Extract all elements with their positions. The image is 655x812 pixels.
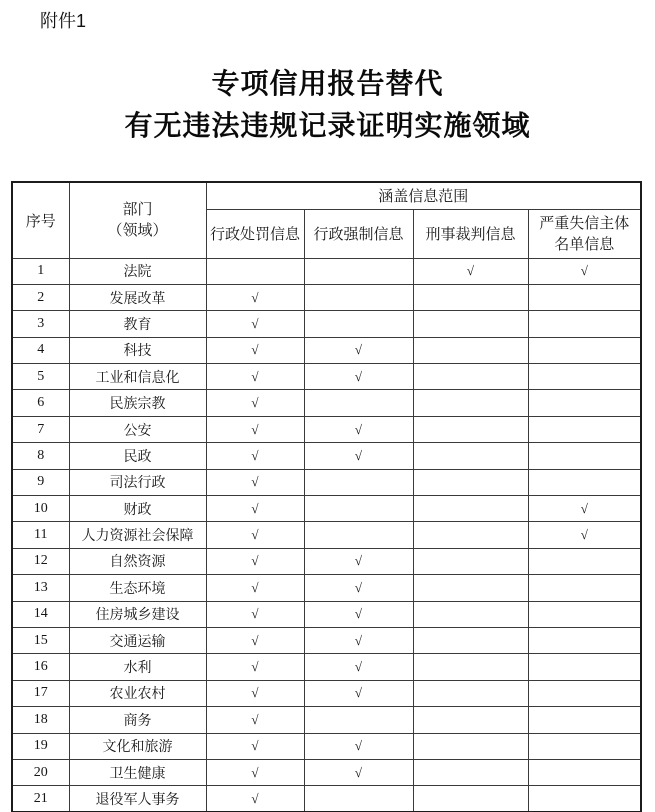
cell-check-criminal-judgment <box>413 469 528 495</box>
cell-check-admin-penalty: √ <box>206 284 304 310</box>
cell-check-dishonesty-list: √ <box>528 496 641 522</box>
table-row <box>12 575 641 601</box>
cell-department: 教育 <box>69 311 206 337</box>
cell-department: 生态环境 <box>69 575 206 601</box>
header-department-line2: （领域） <box>107 222 168 240</box>
cell-check-dishonesty-list: √ <box>528 522 641 548</box>
cell-check-admin-penalty: √ <box>206 627 304 653</box>
cell-department: 农业农村 <box>69 680 206 706</box>
cell-department: 水利 <box>69 654 206 680</box>
cell-department: 工业和信息化 <box>69 364 206 390</box>
cell-check-admin-penalty <box>206 258 304 284</box>
cell-check-admin-penalty: √ <box>206 311 304 337</box>
cell-check-admin-penalty: √ <box>206 680 304 706</box>
cell-check-criminal-judgment <box>413 733 528 759</box>
cell-department: 公安 <box>69 416 206 442</box>
cell-check-dishonesty-list <box>528 575 641 601</box>
cell-check-admin-enforcement: √ <box>304 443 413 469</box>
header-department-line1: 部门 <box>122 201 153 219</box>
cell-check-dishonesty-list <box>528 654 641 680</box>
cell-check-admin-penalty: √ <box>206 522 304 548</box>
cell-serial-number: 10 <box>12 496 69 522</box>
cell-department: 法院 <box>69 258 206 284</box>
cell-department: 财政 <box>69 496 206 522</box>
cell-check-criminal-judgment <box>413 416 528 442</box>
cell-check-admin-enforcement: √ <box>304 680 413 706</box>
cell-department: 商务 <box>69 707 206 733</box>
cell-check-admin-enforcement <box>304 390 413 416</box>
cell-serial-number: 6 <box>12 390 69 416</box>
cell-check-criminal-judgment <box>413 443 528 469</box>
cell-check-dishonesty-list <box>528 601 641 627</box>
cell-check-criminal-judgment <box>413 548 528 574</box>
cell-check-dishonesty-list <box>528 284 641 310</box>
table-row <box>12 364 641 390</box>
cell-check-admin-enforcement: √ <box>304 601 413 627</box>
cell-check-admin-enforcement <box>304 786 413 812</box>
document-title <box>0 64 655 148</box>
cell-check-criminal-judgment <box>413 654 528 680</box>
table-row <box>12 759 641 785</box>
cell-department: 退役军人事务 <box>69 786 206 812</box>
table-row <box>12 496 641 522</box>
header-admin-penalty: 行政处罚信息 <box>206 209 304 258</box>
cell-department: 司法行政 <box>69 469 206 495</box>
cell-check-criminal-judgment <box>413 680 528 706</box>
cell-check-admin-enforcement: √ <box>304 364 413 390</box>
cell-check-dishonesty-list <box>528 786 641 812</box>
table-row <box>12 522 641 548</box>
cell-department: 民族宗教 <box>69 390 206 416</box>
cell-department: 文化和旅游 <box>69 733 206 759</box>
cell-serial-number: 5 <box>12 364 69 390</box>
cell-check-admin-penalty: √ <box>206 733 304 759</box>
cell-serial-number: 8 <box>12 443 69 469</box>
cell-department: 民政 <box>69 443 206 469</box>
table-row <box>12 337 641 363</box>
cell-check-admin-penalty: √ <box>206 786 304 812</box>
cell-check-criminal-judgment <box>413 522 528 548</box>
cell-check-admin-enforcement: √ <box>304 548 413 574</box>
cell-check-admin-enforcement: √ <box>304 733 413 759</box>
cell-check-admin-penalty: √ <box>206 654 304 680</box>
table-row <box>12 284 641 310</box>
cell-serial-number: 20 <box>12 759 69 785</box>
cell-check-admin-penalty: √ <box>206 575 304 601</box>
cell-check-admin-penalty: √ <box>206 390 304 416</box>
cell-check-admin-enforcement <box>304 469 413 495</box>
cell-check-admin-enforcement <box>304 522 413 548</box>
cell-serial-number: 16 <box>12 654 69 680</box>
table-body <box>12 258 641 812</box>
cell-serial-number: 7 <box>12 416 69 442</box>
cell-check-admin-penalty: √ <box>206 416 304 442</box>
cell-check-dishonesty-list <box>528 416 641 442</box>
cell-check-dishonesty-list <box>528 680 641 706</box>
table-row <box>12 654 641 680</box>
cell-check-dishonesty-list <box>528 707 641 733</box>
cell-check-admin-penalty: √ <box>206 759 304 785</box>
table-row <box>12 707 641 733</box>
cell-check-admin-enforcement: √ <box>304 337 413 363</box>
table-row <box>12 469 641 495</box>
cell-department: 发展改革 <box>69 284 206 310</box>
table-row <box>12 416 641 442</box>
table-row <box>12 601 641 627</box>
cell-check-admin-penalty: √ <box>206 548 304 574</box>
cell-check-dishonesty-list <box>528 311 641 337</box>
table-row <box>12 786 641 812</box>
table-row <box>12 733 641 759</box>
cell-check-admin-enforcement <box>304 707 413 733</box>
cell-serial-number: 3 <box>12 311 69 337</box>
cell-serial-number: 2 <box>12 284 69 310</box>
header-dishonesty-list <box>528 209 641 258</box>
cell-serial-number: 17 <box>12 680 69 706</box>
cell-department: 自然资源 <box>69 548 206 574</box>
header-department <box>69 182 206 258</box>
cell-check-criminal-judgment: √ <box>413 258 528 284</box>
table-row <box>12 443 641 469</box>
cell-check-admin-enforcement <box>304 496 413 522</box>
cell-check-dishonesty-list <box>528 364 641 390</box>
cell-check-criminal-judgment <box>413 575 528 601</box>
cell-check-admin-enforcement: √ <box>304 416 413 442</box>
cell-check-dishonesty-list: √ <box>528 258 641 284</box>
attachment-label: 附件1 <box>40 11 87 31</box>
cell-check-criminal-judgment <box>413 284 528 310</box>
table-header-row-group <box>12 182 641 209</box>
cell-check-admin-enforcement <box>304 311 413 337</box>
cell-check-admin-enforcement <box>304 284 413 310</box>
cell-check-criminal-judgment <box>413 707 528 733</box>
cell-serial-number: 1 <box>12 258 69 284</box>
cell-check-admin-enforcement: √ <box>304 627 413 653</box>
cell-check-criminal-judgment <box>413 759 528 785</box>
cell-department: 交通运输 <box>69 627 206 653</box>
cell-department: 卫生健康 <box>69 759 206 785</box>
cell-check-criminal-judgment <box>413 364 528 390</box>
cell-serial-number: 21 <box>12 786 69 812</box>
document-title-line2: 有无违法违规记录证明实施领域 <box>124 111 531 142</box>
cell-serial-number: 12 <box>12 548 69 574</box>
cell-check-admin-penalty: √ <box>206 469 304 495</box>
cell-check-criminal-judgment <box>413 311 528 337</box>
cell-check-admin-enforcement: √ <box>304 575 413 601</box>
cell-serial-number: 18 <box>12 707 69 733</box>
coverage-table <box>11 181 642 812</box>
document-title-line1: 专项信用报告替代 <box>211 69 444 100</box>
cell-check-criminal-judgment <box>413 627 528 653</box>
cell-check-admin-enforcement: √ <box>304 759 413 785</box>
table-row <box>12 627 641 653</box>
cell-check-dishonesty-list <box>528 337 641 363</box>
header-admin-enforcement: 行政强制信息 <box>304 209 413 258</box>
cell-serial-number: 15 <box>12 627 69 653</box>
cell-check-admin-penalty: √ <box>206 364 304 390</box>
header-criminal-judgment: 刑事裁判信息 <box>413 209 528 258</box>
cell-check-dishonesty-list <box>528 548 641 574</box>
cell-check-dishonesty-list <box>528 733 641 759</box>
cell-check-criminal-judgment <box>413 786 528 812</box>
cell-check-admin-enforcement: √ <box>304 654 413 680</box>
cell-check-criminal-judgment <box>413 390 528 416</box>
cell-serial-number: 4 <box>12 337 69 363</box>
header-serial: 序号 <box>12 182 69 258</box>
cell-check-dishonesty-list <box>528 443 641 469</box>
cell-serial-number: 13 <box>12 575 69 601</box>
cell-serial-number: 11 <box>12 522 69 548</box>
cell-check-admin-penalty: √ <box>206 707 304 733</box>
header-dishonesty-line1: 严重失信主体 <box>539 214 630 232</box>
header-coverage-group: 涵盖信息范围 <box>206 182 641 209</box>
table-row <box>12 311 641 337</box>
header-dishonesty-line2: 名单信息 <box>554 235 615 253</box>
cell-check-admin-penalty: √ <box>206 601 304 627</box>
cell-check-admin-penalty: √ <box>206 337 304 363</box>
cell-check-dishonesty-list <box>528 627 641 653</box>
cell-serial-number: 14 <box>12 601 69 627</box>
table-row <box>12 390 641 416</box>
cell-serial-number: 19 <box>12 733 69 759</box>
cell-check-admin-enforcement <box>304 258 413 284</box>
cell-check-admin-penalty: √ <box>206 443 304 469</box>
cell-check-criminal-judgment <box>413 496 528 522</box>
cell-check-criminal-judgment <box>413 601 528 627</box>
cell-check-dishonesty-list <box>528 469 641 495</box>
table-row <box>12 548 641 574</box>
cell-serial-number: 9 <box>12 469 69 495</box>
cell-check-dishonesty-list <box>528 759 641 785</box>
table-row <box>12 680 641 706</box>
table-row <box>12 258 641 284</box>
cell-check-criminal-judgment <box>413 337 528 363</box>
cell-department: 人力资源社会保障 <box>69 522 206 548</box>
cell-department: 科技 <box>69 337 206 363</box>
cell-check-admin-penalty: √ <box>206 496 304 522</box>
cell-department: 住房城乡建设 <box>69 601 206 627</box>
cell-check-dishonesty-list <box>528 390 641 416</box>
